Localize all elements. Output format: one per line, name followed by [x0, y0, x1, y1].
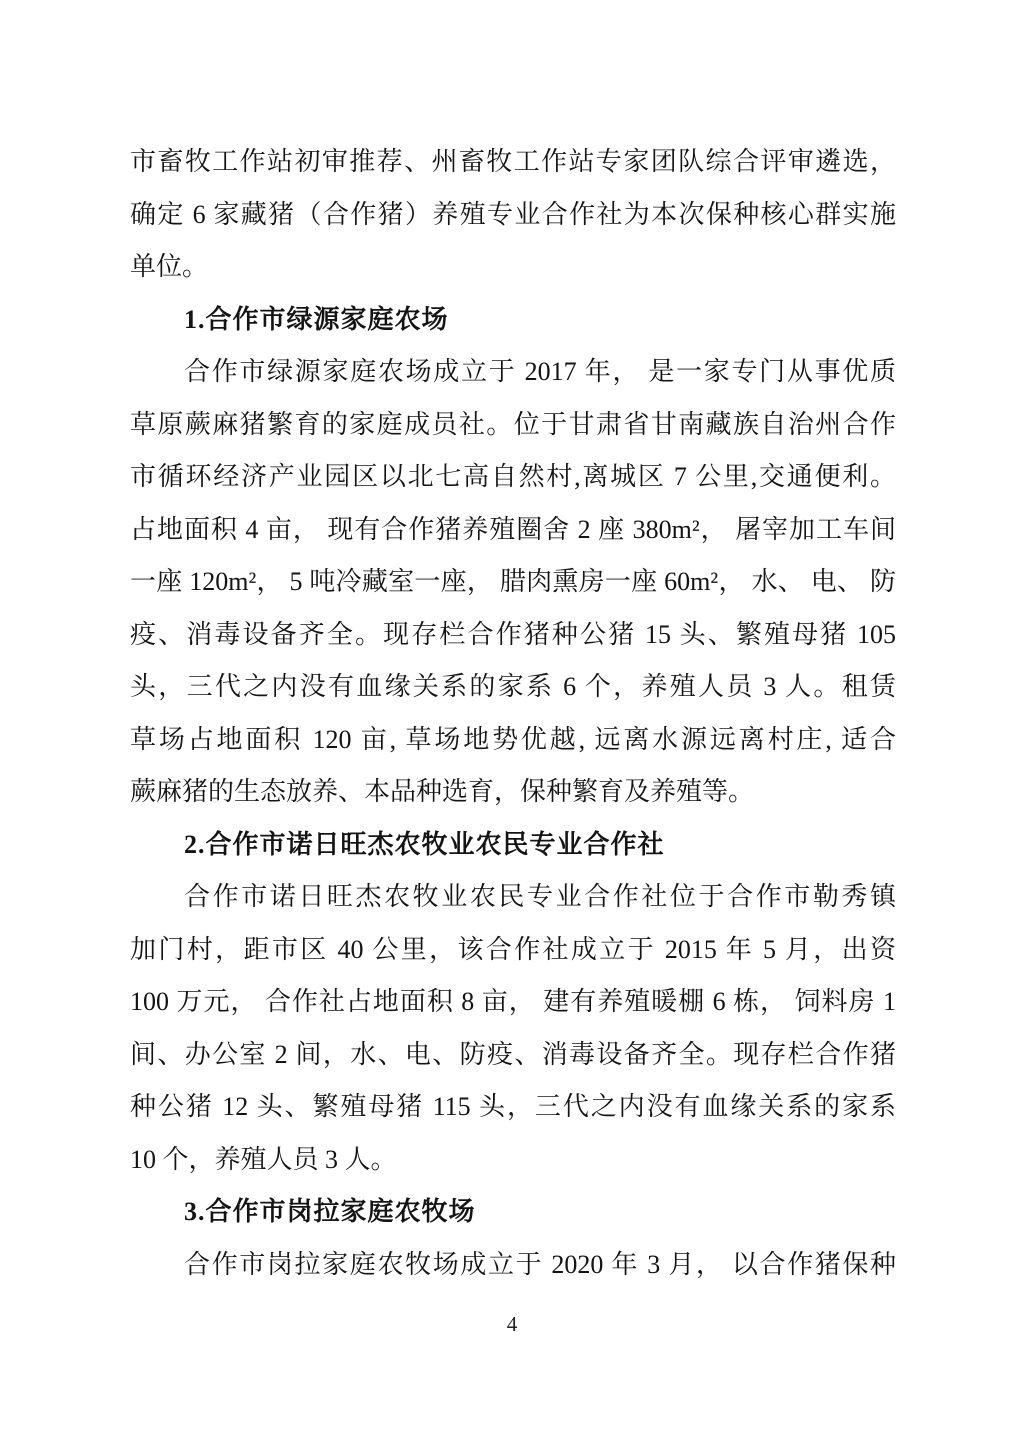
text-line: 合作市岗拉家庭农牧场成立于 2020 年 3 月， 以合作猪保种 — [184, 1249, 896, 1279]
text-line: 间、办公室 2 间，水、电、防疫、消毒设备齐全。现存栏合作猪 — [130, 1039, 896, 1069]
text-line: 种公猪 12 头、繁殖母猪 115 头，三代之内没有血缘关系的家系 — [130, 1092, 896, 1121]
text-line: 疫、消毒设备齐全。现存栏合作猪种公猪 15 头、繁殖母猪 105 — [130, 619, 896, 649]
heading-text-line: 2.合作市诺日旺杰农牧业农民专业合作社 — [184, 829, 665, 859]
text-line: 合作市诺日旺杰农牧业农民专业合作社位于合作市勒秀镇 — [184, 882, 896, 911]
section-heading — [130, 819, 896, 872]
text-line: 草原蕨麻猪繁育的家庭成员社。位于甘肃省甘南藏族自治州合作 — [130, 409, 896, 439]
text-line: 头，三代之内没有血缘关系的家系 6 个，养殖人员 3 人。租赁 — [130, 672, 896, 701]
text-line: 占地面积 4 亩， 现有合作猪养殖圈舍 2 座 380m²， 屠宰加工车间 — [130, 514, 896, 544]
text-line: 蕨麻猪的生态放养、本品种选育，保种繁育及养殖等。 — [130, 777, 755, 806]
document-content — [130, 136, 896, 1291]
heading-text-line: 1.合作市绿源家庭农场 — [184, 304, 449, 334]
body-paragraph — [130, 346, 896, 819]
text-line: 市畜牧工作站初审推荐、州畜牧工作站专家团队综合评审遴选， — [130, 147, 896, 176]
text-line: 单位。 — [130, 252, 209, 281]
text-line: 确定 6 家藏猪（合作猪）养殖专业合作社为本次保种核心群实施 — [130, 199, 896, 229]
page-number: 4 — [506, 1312, 518, 1336]
section-heading — [130, 1186, 896, 1239]
text-line: 合作市绿源家庭农场成立于 2017 年， 是一家专门从事优质 — [184, 357, 896, 386]
heading-text-line: 3.合作市岗拉家庭农牧场 — [184, 1197, 476, 1226]
text-line: 草场占地面积 120 亩, 草场地势优越, 远离水源远离村庄, 适合 — [130, 724, 896, 754]
text-line: 市循环经济产业园区以北七高自然村,离城区 7 公里,交通便利。 — [130, 462, 896, 491]
text-line: 100 万元， 合作社占地面积 8 亩， 建有养殖暖棚 6 栋， 饲料房 1 — [130, 987, 896, 1016]
section-heading — [130, 294, 896, 347]
text-line: 一座 120m²， 5 吨冷藏室一座， 腊肉熏房一座 60m²， 水、 电、 防 — [130, 567, 896, 596]
text-line: 加门村，距市区 40 公里，该合作社成立于 2015 年 5 月，出资 — [130, 934, 896, 964]
body-paragraph — [130, 1239, 896, 1292]
body-paragraph — [130, 871, 896, 1186]
body-paragraph — [130, 136, 896, 294]
text-line: 10 个，养殖人员 3 人。 — [130, 1144, 397, 1174]
